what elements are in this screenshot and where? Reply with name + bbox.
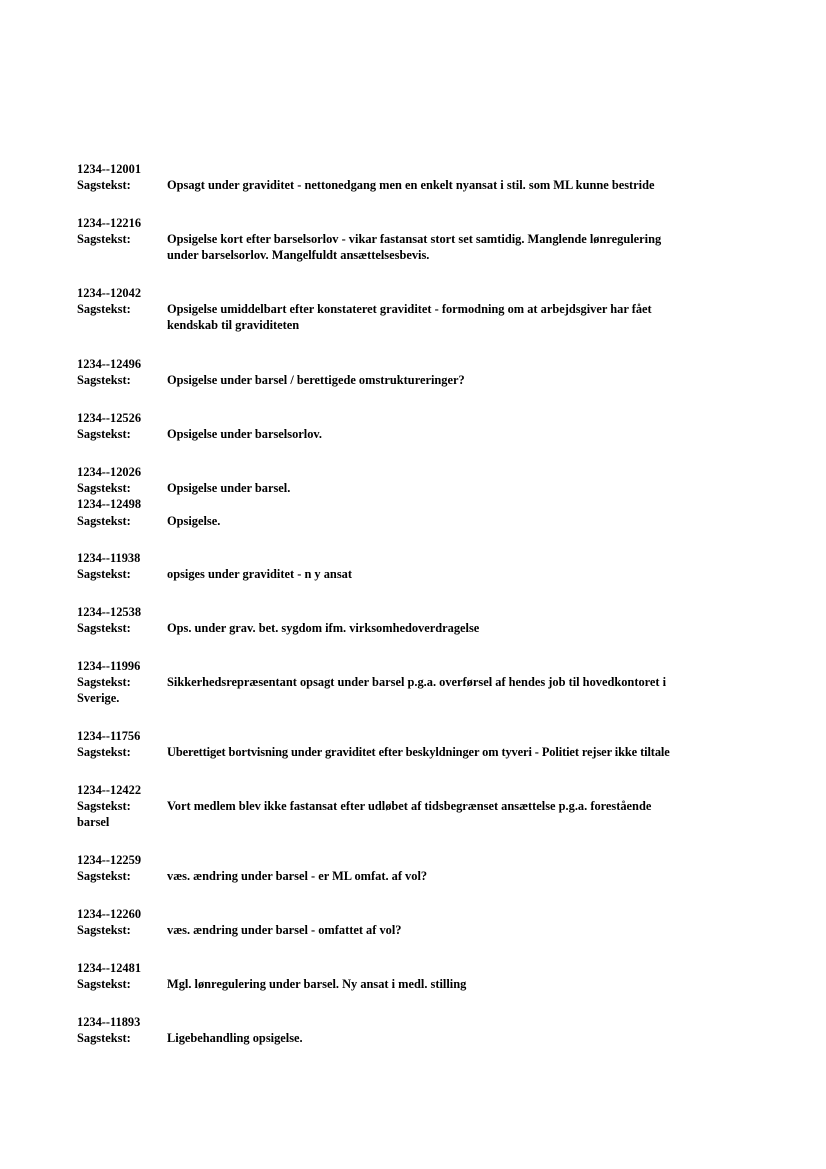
field-label: Sagstekst: xyxy=(77,1031,131,1045)
case-row xyxy=(77,744,670,760)
case-text-continued: under barselsorlov. Mangelfuldt ansættelsesbevis. xyxy=(167,248,430,262)
case-id: 1234--11756 xyxy=(77,729,141,743)
case-text: væs. ændring under barsel - omfattet af vol? xyxy=(167,923,402,937)
field-label: Sagstekst: xyxy=(77,514,131,528)
case-text: Opsigelse under barsel. xyxy=(167,481,291,495)
field-label: Sagstekst: xyxy=(77,373,131,387)
case-id: 1234--11996 xyxy=(77,659,141,673)
field-label: Sagstekst: xyxy=(77,427,131,441)
case-row xyxy=(77,177,655,193)
field-label: Sagstekst: xyxy=(77,745,131,759)
case-text: Mgl. lønregulering under barsel. Ny ansat i medl. stilling xyxy=(167,977,467,991)
case-row xyxy=(77,976,466,992)
field-label: Sagstekst: xyxy=(77,178,131,192)
case-id: 1234--12216 xyxy=(77,216,142,230)
case-text-continued: Sverige. xyxy=(77,691,120,705)
case-row xyxy=(77,301,652,317)
case-text: Opsigelse under barselsorlov. xyxy=(167,427,323,441)
case-id: 1234--12259 xyxy=(77,853,142,867)
case-row xyxy=(77,868,427,884)
case-text: opsiges under graviditet - n y ansat xyxy=(167,567,352,581)
case-text: Opsagt under graviditet - nettonedgang men en enkelt nyansat i stil. som ML kunne bestride xyxy=(167,178,655,192)
case-row xyxy=(77,674,666,690)
field-label: Sagstekst: xyxy=(77,481,131,495)
case-row xyxy=(77,372,465,388)
field-label: Sagstekst: xyxy=(77,302,131,316)
field-label: Sagstekst: xyxy=(77,232,131,246)
case-id: 1234--11938 xyxy=(77,551,141,565)
case-text: Opsigelse. xyxy=(167,514,221,528)
case-row xyxy=(77,620,479,636)
case-id: 1234--11893 xyxy=(77,1015,141,1029)
case-text: Vort medlem blev ikke fastansat efter udløbet af tidsbegrænset ansættelse p.g.a. forestående xyxy=(167,799,652,813)
case-id: 1234--12422 xyxy=(77,783,142,797)
case-text: Opsigelse umiddelbart efter konstateret graviditet - formodning om at arbejdsgiver har fået xyxy=(167,302,652,316)
case-row xyxy=(77,513,220,529)
case-row xyxy=(77,922,402,938)
field-label: Sagstekst: xyxy=(77,977,131,991)
field-label: Sagstekst: xyxy=(77,869,131,883)
case-id: 1234--12526 xyxy=(77,411,142,425)
case-text: Opsigelse under barsel / berettigede omstruktureringer? xyxy=(167,373,465,387)
field-label: Sagstekst: xyxy=(77,675,131,689)
case-id: 1234--12026 xyxy=(77,465,142,479)
field-label: Sagstekst: xyxy=(77,621,131,635)
case-id: 1234--12001 xyxy=(77,162,142,176)
field-label: Sagstekst: xyxy=(77,923,131,937)
case-text: Ligebehandling opsigelse. xyxy=(167,1031,303,1045)
case-text: Opsigelse kort efter barselsorlov - vikar fastansat stort set samtidig. Manglende lønregulering xyxy=(167,232,662,246)
case-text: Ops. under grav. bet. sygdom ifm. virksomhedoverdragelse xyxy=(167,621,480,635)
case-row xyxy=(77,426,322,442)
case-row xyxy=(77,480,290,496)
case-row xyxy=(77,231,661,247)
case-text-continued: kendskab til graviditeten xyxy=(167,318,300,332)
case-row xyxy=(77,798,651,814)
case-id: 1234--12481 xyxy=(77,961,142,975)
case-id: 1234--12496 xyxy=(77,357,142,371)
case-text: Uberettiget bortvisning under graviditet efter beskyldninger om tyveri - Politiet rejser ikke tiltale xyxy=(167,745,670,759)
field-label: Sagstekst: xyxy=(77,567,131,581)
case-text: væs. ændring under barsel - er ML omfat. af vol? xyxy=(167,869,428,883)
case-text-continued: barsel xyxy=(77,815,110,829)
case-id: 1234--12538 xyxy=(77,605,142,619)
case-text: Sikkerhedsrepræsentant opsagt under barsel p.g.a. overførsel af hendes job til hovedkontoret i xyxy=(167,675,667,689)
case-id: 1234--12042 xyxy=(77,286,142,300)
case-id: 1234--12498 xyxy=(77,497,142,511)
case-row xyxy=(77,1030,303,1046)
field-label: Sagstekst: xyxy=(77,799,131,813)
case-row xyxy=(77,566,352,582)
case-id: 1234--12260 xyxy=(77,907,142,921)
